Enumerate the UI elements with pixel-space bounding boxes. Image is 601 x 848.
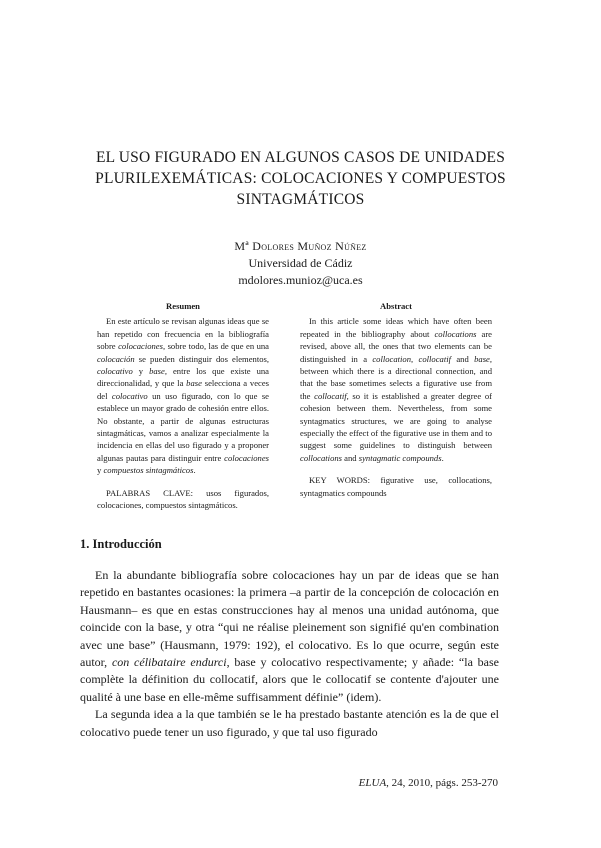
page-footer	[359, 777, 498, 789]
journal-citation: , 24, 2010, págs. 253-270	[386, 777, 498, 789]
abstract-text: In this article some ideas which have often been repeated in the bibliography about collocations are revised, above all, the ones that two elements can be distinguished in a collocation, collocatif and base, between which there is a directional connection, and that the base sometimes selects a figurative use from the collocatif, so it is established a greater degree of cohesion between them. Nevertheless, from some syntagmatics structures, we are going to analyse especially the effect of the figurative use in them and to suggest some guidelines to distinguish between collocations and syntagmatic compounds.	[300, 316, 493, 463]
body-paragraph-1: En la abundante bibliografía sobre colocaciones hay un par de ideas que se han repetido en bastantes ocasiones: la primera –a partir de la concepción de colocación en Hausmann– es que en estas construcciones hay al menos una unidad autónoma, que coincide con la base, y otra “qui ne réalise pleinement son signifié qu'en combination avec une base” (Hausmann, 1979: 192), el colocativo. Es lo que ocurre, según este autor, con célibataire endurci, base y colocativo respectivamente; y añade: “la base complète la définition du collocatif, alors que le collocatif se contente d'ajouter une qualité à une base en elle-même suffisamment définie” (idem).	[80, 568, 499, 704]
journal-name: ELUA	[358, 777, 387, 789]
author-name: Mª Dolores Muñoz Núñez	[234, 239, 367, 253]
section-title: 1. Introducción	[80, 537, 162, 551]
author-affiliation: Universidad de Cádiz	[248, 256, 353, 270]
body-text	[80, 567, 499, 741]
body-paragraph-2: La segunda idea a la que también se le ha prestado bastante atención es la de que el colocativo puede tener un uso figurado, y que tal uso figurado	[80, 707, 499, 739]
title-line-2: PLURILEXEMÁTICAS: COLOCACIONES Y COMPUESTOS	[95, 170, 506, 187]
resumen-heading: Resumen	[166, 301, 200, 311]
paper-title	[60, 147, 541, 210]
title-line-1: EL USO FIGURADO EN ALGUNOS CASOS DE UNIDADES	[95, 149, 506, 166]
resumen-keywords: PALABRAS CLAVE: usos figurados, colocaciones, compuestos sintagmáticos.	[97, 487, 269, 511]
abstract-keywords: KEY WORDS: figurative use, collocations, syntagmatics compounds	[300, 475, 492, 498]
author-email[interactable]: mdolores.munioz@uca.es	[238, 273, 363, 287]
author-block	[0, 238, 601, 289]
abstract-column	[300, 300, 492, 499]
resumen-text: En este artículo se revisan algunas ideas que se han repetido con frecuencia en la bibliografía sobre colocaciones, sobre todo, las de que en una colocación se pueden distinguir dos elementos, colocativo y base, entre los que existe una direccionalidad, y que la base selecciona a veces del colocativo un uso figurado, con lo que se establece un mayor grado de cohesión entre ellos. No obstante, a partir de algunas estructuras sintagmáticas, vamos a analizar especialmente la incidencia en ellas del uso figurado y a proponer algunas pautas para distinguir entre colocaciones y compuestos sintagmáticos.	[97, 316, 269, 476]
title-line-3: SINTAGMÁTICOS	[236, 191, 365, 208]
abstract-heading: Abstract	[380, 301, 412, 311]
resumen-column	[97, 300, 269, 512]
